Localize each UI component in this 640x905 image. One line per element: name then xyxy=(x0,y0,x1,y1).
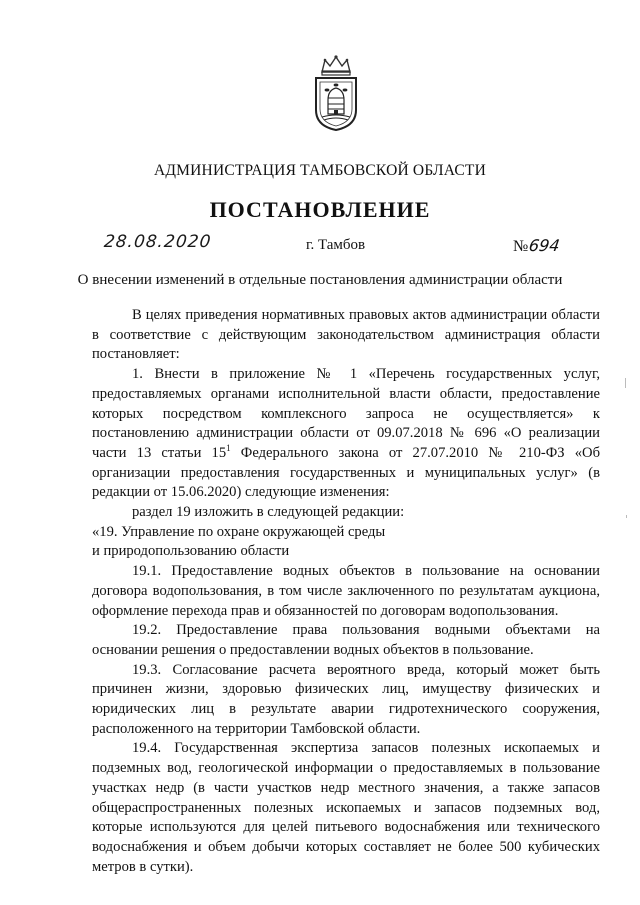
paragraph-19-3: 19.3. Согласование расчета вероятного вреда, который может быть причинен жизни, здоровью физических лиц, имуществу физических и юридических лиц в результате аварии гидротехнического сооружения, расположенного на территории Тамбовской области. xyxy=(92,661,600,737)
section-instruction: раздел 19 изложить в следующей редакции: xyxy=(132,504,405,521)
scan-edge-mark xyxy=(625,378,626,388)
item-1-superscript: 1 xyxy=(226,443,231,454)
handwritten-date: 28.08.2020 xyxy=(102,232,213,252)
scan-edge-mark xyxy=(626,515,627,518)
document-number xyxy=(513,236,560,256)
handwritten-number: 694 xyxy=(527,236,562,255)
paragraph-19-1: 19.1. Предоставление водных объектов в пользование на основании договора водопользования, в том числе заключенного по результатам аукциона, оформление перехода прав и обязанностей по договорам водопользования. xyxy=(92,563,600,619)
section-title-line-1: «19. Управление по охране окружающей среды xyxy=(92,523,386,540)
number-sign: № xyxy=(513,238,529,255)
item-1-text-b: Федерального закона от 27.07.2010 № 210-ФЗ «Об организации предоставления государственных и муниципальных услуг» (в редакции от 15.06.2020) следующие изменения: xyxy=(92,444,600,501)
intro-paragraph: В целях приведения нормативных правовых актов администрации области в соответствие с действующим законодательством администрация области постановляет: xyxy=(92,307,600,363)
section-title-line-2: и природопользованию области xyxy=(92,543,290,560)
city-label: г. Тамбов xyxy=(306,237,366,253)
organization-title: АДМИНИСТРАЦИЯ ТАМБОВСКОЙ ОБЛАСТИ xyxy=(154,162,486,179)
coat-of-arms-icon xyxy=(312,54,360,132)
item-1-paragraph xyxy=(92,365,600,503)
document-body xyxy=(92,306,600,877)
item-1-text-a: 1. Внести в приложение № 1 «Перечень государственных услуг, предоставляемых органами исполнительной власти области, предоставление которых посредством комплексного запроса не осуществляется» к постановлению администрации области от 09.07.2018 № 696 «О реализации части 13 статьи 15 xyxy=(92,366,600,461)
document-type-title: ПОСТАНОВЛЕНИЕ xyxy=(209,197,431,222)
document-subject: О внесении изменений в отдельные постановления администрации области xyxy=(77,272,563,288)
paragraph-19-2: 19.2. Предоставление права пользования водными объектами на основании решения о предоставлении водных объектов в пользование. xyxy=(92,622,600,658)
paragraph-19-4: 19.4. Государственная экспертиза запасов полезных ископаемых и подземных вод, геологической информации о предоставляемых в пользование участках недр (в части участков недр местного значения, а также запасов общераспространенных полезных ископаемых и запасов подземных вод, которые используются для целей питьевого водоснабжения или технического водоснабжения и объем добычи которых составляет не более 500 кубических метров в сутки). xyxy=(92,740,600,875)
